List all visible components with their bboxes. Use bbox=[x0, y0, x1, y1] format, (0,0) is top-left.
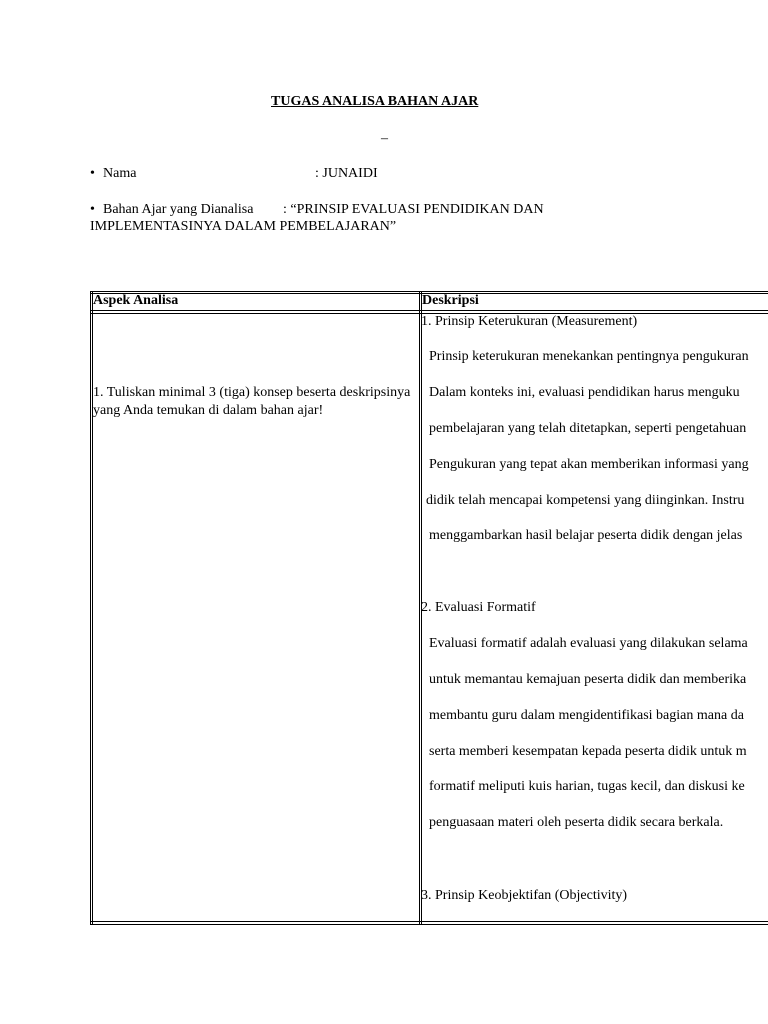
analysis-table bbox=[90, 291, 768, 925]
description-line: serta memberi kesempatan kepada peserta didik untuk m bbox=[429, 744, 747, 759]
description-line: pembelajaran yang telah ditetapkan, seperti pengetahuan bbox=[429, 421, 747, 436]
description-line: Prinsip keterukuran menekankan pentingnya pengukuran bbox=[429, 349, 749, 364]
column-divider-left bbox=[419, 291, 420, 925]
table-bottom-border-outer bbox=[90, 924, 768, 925]
description-line: formatif meliputi kuis harian, tugas kecil, dan diskusi ke bbox=[429, 779, 745, 794]
header-aspek: Aspek Analisa bbox=[93, 293, 179, 308]
description-line: 2. Evaluasi Formatif bbox=[421, 600, 536, 615]
header-row-divider bbox=[90, 310, 768, 311]
description-line: menggambarkan hasil belajar peserta didik dengan jelas bbox=[429, 528, 743, 543]
document-title: TUGAS ANALISA BAHAN AJAR bbox=[271, 94, 479, 109]
description-line: Dalam konteks ini, evaluasi pendidikan harus menguku bbox=[429, 385, 740, 400]
material-label: Bahan Ajar yang Dianalisa bbox=[103, 202, 254, 217]
table-left-border-outer bbox=[90, 291, 91, 925]
title-dash: – bbox=[381, 131, 388, 146]
description-line: 3. Prinsip Keobjektifan (Objectivity) bbox=[421, 888, 628, 903]
name-bullet: • bbox=[90, 166, 95, 181]
aspect-question: 1. Tuliskan minimal 3 (tiga) konsep beserta deskripsinya yang Anda temukan di dalam bahan ajar! bbox=[93, 385, 411, 418]
description-line: untuk memantau kemajuan peserta didik dan memberika bbox=[429, 672, 747, 687]
description-line: didik telah mencapai kompetensi yang diinginkan. Instru bbox=[426, 493, 745, 508]
name-label: Nama bbox=[103, 166, 137, 181]
material-value-line1: : “PRINSIP EVALUASI PENDIDIKAN DAN bbox=[283, 202, 544, 217]
material-value-line2: IMPLEMENTASINYA DALAM PEMBELAJARAN” bbox=[90, 219, 397, 234]
description-line: penguasaan materi oleh peserta didik secara berkala. bbox=[429, 815, 724, 830]
description-line: 1. Prinsip Keterukuran (Measurement) bbox=[421, 314, 638, 329]
description-line: Evaluasi formatif adalah evaluasi yang dilakukan selama bbox=[429, 636, 748, 651]
name-value: : JUNAIDI bbox=[315, 166, 378, 181]
material-bullet: • bbox=[90, 202, 95, 217]
description-line: Pengukuran yang tepat akan memberikan informasi yang bbox=[429, 457, 749, 472]
header-deskripsi: Deskripsi bbox=[422, 293, 479, 308]
description-line: membantu guru dalam mengidentifikasi bagian mana da bbox=[429, 708, 744, 723]
table-bottom-border-inner bbox=[90, 921, 768, 922]
